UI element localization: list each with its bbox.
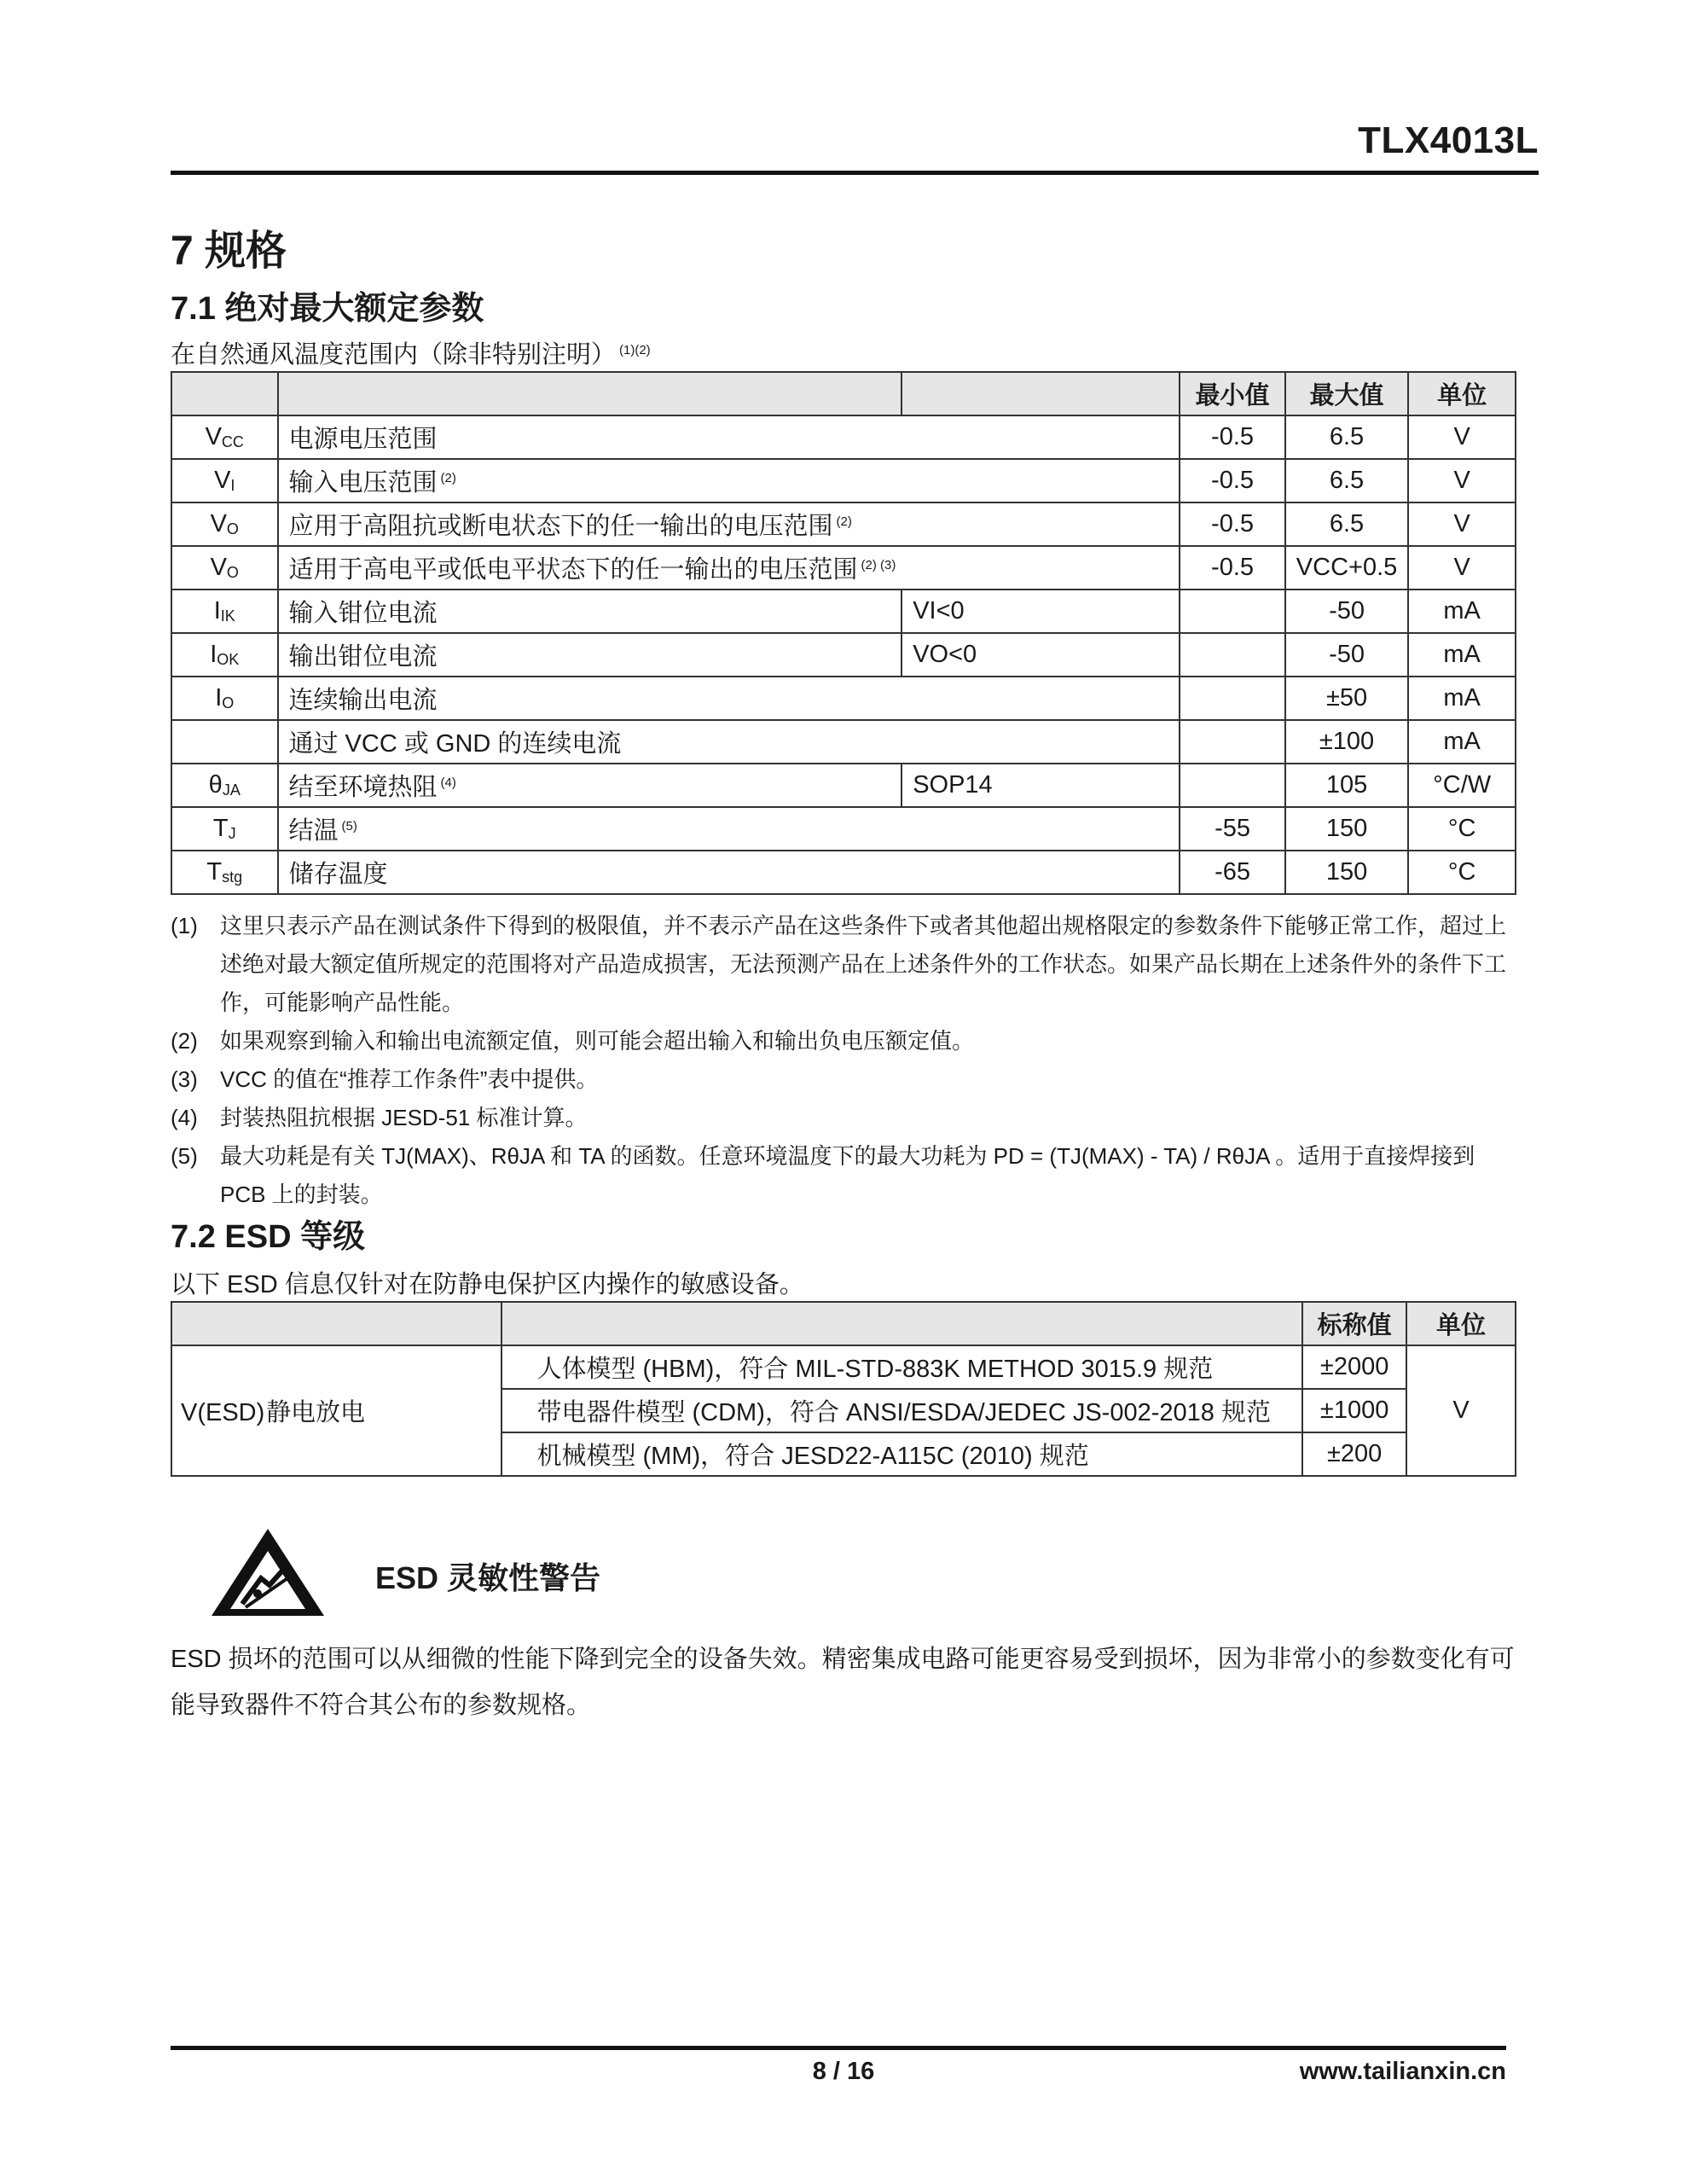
table-row	[171, 1345, 1516, 1389]
symbol: V	[205, 423, 222, 450]
esd-unit: V	[1406, 1345, 1516, 1476]
unit-value: mA	[1408, 677, 1516, 720]
unit-value: V	[1408, 415, 1516, 459]
symbol-subscript: OK	[217, 651, 240, 668]
parameter-description: 结温	[288, 817, 339, 845]
max-value: VCC+0.5	[1285, 546, 1408, 590]
unit-value: V	[1408, 459, 1516, 502]
parameter-cell	[278, 851, 1180, 894]
parameter-cell	[278, 633, 902, 677]
footnote-number: (3)	[171, 1066, 198, 1092]
symbol-subscript: O	[226, 564, 239, 581]
abs-max-intro: 在自然通风温度范围内（除非特别注明） $^{(1)(2)}$	[171, 341, 651, 369]
symbol-subscript: J	[228, 825, 236, 842]
footnote-text: VCC 的值在“推荐工作条件”表中提供。	[220, 1066, 599, 1092]
header-rule	[171, 171, 1539, 175]
esd-model: 带电器件模型 (CDM)，符合 ANSI/ESDA/JEDEC JS-002-2018 规范	[501, 1389, 1302, 1432]
header-blank	[171, 372, 278, 415]
symbol: V	[210, 554, 227, 581]
parameter-cell	[278, 415, 1180, 459]
footnote-ref: (5)	[341, 819, 357, 834]
parameter-cell	[278, 720, 1180, 764]
esd-warning-icon	[208, 1525, 328, 1619]
table-row	[171, 459, 1516, 502]
header-blank	[171, 1302, 501, 1345]
symbol-cell	[171, 633, 278, 677]
parameter-description: 通过 VCC 或 GND 的连续电流	[288, 730, 622, 758]
symbol: V	[214, 467, 231, 494]
parameter-cell	[278, 764, 902, 807]
parameter-cell	[278, 590, 902, 633]
footnote-ref: (2)	[440, 471, 456, 485]
website-link[interactable]: www.tailianxin.cn	[1299, 2058, 1506, 2085]
symbol-subscript: O	[226, 520, 239, 537]
symbol-cell	[171, 764, 278, 807]
symbol-cell	[171, 720, 278, 764]
abs-max-table	[171, 371, 1516, 895]
document-title: TLX4013L	[1358, 119, 1539, 161]
esd-name: 静电放电	[266, 1399, 366, 1426]
min-value: -0.5	[1180, 502, 1285, 546]
table-row	[171, 546, 1516, 590]
header-unit: 单位	[1408, 372, 1516, 415]
symbol: I	[215, 684, 223, 712]
symbol: T	[212, 815, 229, 842]
symbol: I	[210, 641, 217, 668]
min-value	[1180, 590, 1285, 633]
table-row	[171, 851, 1516, 894]
symbol-subscript: I	[230, 477, 235, 494]
condition-cell: VI<0	[901, 590, 1180, 633]
footnote-text: 这里只表示产品在测试条件下得到的极限值，并不表示产品在这些条件下或者其他超出规格限定的参数条件下能够正常工作，超过上述绝对最大额定值所规定的范围将对产品造成损害，无法预测产品在上述条件外的工作状态。如果产品长期在上述条件外的条件下工作，可能影响产品性能。	[220, 913, 1507, 1015]
parameter-description: 结至环境热阻	[288, 774, 438, 801]
max-value: 150	[1285, 807, 1408, 851]
header-min: 最小值	[1180, 372, 1285, 415]
symbol-cell	[171, 459, 278, 502]
footnote	[171, 1137, 1518, 1214]
unit-value: mA	[1408, 590, 1516, 633]
abs-max-title: 7.1 绝对最大额定参数	[171, 291, 484, 327]
footnote	[171, 907, 1518, 1022]
footnote-text: 封装热阻抗根据 JESD-51 标准计算。	[220, 1105, 588, 1130]
footnote-ref: (2)	[836, 514, 852, 529]
footnote-ref: (4)	[440, 775, 456, 790]
footer-rule	[171, 2046, 1506, 2050]
esd-value: ±1000	[1302, 1389, 1406, 1432]
max-value: 105	[1285, 764, 1408, 807]
parameter-description: 输出钳位电流	[288, 643, 438, 671]
section-title: 7 规格	[171, 229, 287, 274]
parameter-description: 应用于高阻抗或断电状态下的任一输出的电压范围	[288, 513, 833, 540]
footnote-text: 如果观察到输入和输出电流额定值，则可能会超出输入和输出负电压额定值。	[220, 1028, 975, 1054]
symbol-subscript: CC	[221, 433, 244, 450]
min-value: -55	[1180, 807, 1285, 851]
footnote	[171, 1099, 1518, 1137]
header-blank	[278, 372, 902, 415]
footnote-number: (4)	[171, 1105, 198, 1130]
unit-value: mA	[1408, 720, 1516, 764]
symbol-cell	[171, 502, 278, 546]
unit-value: mA	[1408, 633, 1516, 677]
header-blank	[501, 1302, 1302, 1345]
table-row	[171, 590, 1516, 633]
parameter-cell	[278, 677, 1180, 720]
esd-value: ±200	[1302, 1432, 1406, 1476]
symbol-subscript: JA	[222, 781, 241, 799]
table-row	[171, 633, 1516, 677]
warning-title: ESD 灵敏性警告	[375, 1560, 601, 1595]
unit-value: °C/W	[1408, 764, 1516, 807]
max-value: 6.5	[1285, 415, 1408, 459]
min-value: -0.5	[1180, 459, 1285, 502]
max-value: ±50	[1285, 677, 1408, 720]
esd-value: ±2000	[1302, 1345, 1406, 1389]
symbol: I	[213, 597, 221, 624]
esd-symbol-cell	[171, 1345, 501, 1476]
max-value: 6.5	[1285, 502, 1408, 546]
header-max: 最大值	[1285, 372, 1408, 415]
parameter-description: 输入电压范围	[288, 469, 438, 497]
max-value: -50	[1285, 633, 1408, 677]
symbol-subscript: IK	[220, 607, 235, 624]
unit-value: V	[1408, 502, 1516, 546]
max-value: 6.5	[1285, 459, 1408, 502]
table-row	[171, 764, 1516, 807]
parameter-description: 适用于高电平或低电平状态下的任一输出的电压范围	[288, 556, 858, 584]
page-number: 8 / 16	[812, 2058, 875, 2085]
symbol: V	[210, 510, 227, 537]
table-row	[171, 807, 1516, 851]
footnote-number: (1)	[171, 913, 198, 938]
footnote-ref: (2) (3)	[861, 558, 896, 572]
min-value	[1180, 677, 1285, 720]
symbol-cell	[171, 851, 278, 894]
footnote	[171, 1060, 1518, 1099]
condition-cell: VO<0	[901, 633, 1180, 677]
min-value: -65	[1180, 851, 1285, 894]
parameter-description: 输入钳位电流	[288, 600, 438, 627]
min-value: -0.5	[1180, 546, 1285, 590]
esd-table	[171, 1301, 1516, 1477]
min-value	[1180, 720, 1285, 764]
symbol-cell	[171, 415, 278, 459]
symbol-cell	[171, 677, 278, 720]
unit-value: V	[1408, 546, 1516, 590]
parameter-description: 储存温度	[288, 861, 388, 888]
symbol-subscript: O	[222, 694, 235, 712]
header-nominal: 标称值	[1302, 1302, 1406, 1345]
symbol: T	[206, 858, 223, 886]
min-value	[1180, 764, 1285, 807]
table-row	[171, 502, 1516, 546]
unit-value: °C	[1408, 851, 1516, 894]
parameter-description: 电源电压范围	[288, 426, 438, 453]
esd-intro: 以下 ESD 信息仅针对在防静电保护区内操作的敏感设备。	[171, 1271, 804, 1298]
max-value: ±100	[1285, 720, 1408, 764]
footnote-number: (2)	[171, 1028, 198, 1054]
esd-model: 机械模型 (MM)，符合 JESD22-A115C (2010) 规范	[501, 1432, 1302, 1476]
header-unit: 单位	[1406, 1302, 1516, 1345]
table-row	[171, 720, 1516, 764]
symbol-cell	[171, 590, 278, 633]
symbol: θ	[208, 771, 223, 799]
symbol-cell	[171, 807, 278, 851]
symbol-subscript: stg	[222, 868, 243, 886]
warning-text: ESD 损坏的范围可以从细微的性能下降到完全的设备失效。精密集成电路可能更容易受到损坏，因为非常小的参数变化有可能导致器件不符合其公布的参数规格。	[171, 1646, 1515, 1719]
footnotes	[171, 907, 1518, 1214]
max-value: 150	[1285, 851, 1408, 894]
table-row	[171, 415, 1516, 459]
parameter-cell	[278, 502, 1180, 546]
parameter-cell	[278, 546, 1180, 590]
condition-cell: SOP14	[901, 764, 1180, 807]
parameter-cell	[278, 807, 1180, 851]
esd-model: 人体模型 (HBM)，符合 MIL-STD-883K METHOD 3015.9 规范	[501, 1345, 1302, 1389]
min-value: -0.5	[1180, 415, 1285, 459]
parameter-description: 连续输出电流	[288, 687, 438, 714]
header-blank	[901, 372, 1180, 415]
esd-title: 7.2 ESD 等级	[171, 1219, 366, 1255]
symbol-cell	[171, 546, 278, 590]
parameter-cell	[278, 459, 1180, 502]
esd-symbol: V(ESD)	[181, 1399, 265, 1426]
footnote-number: (5)	[171, 1143, 198, 1169]
max-value: -50	[1285, 590, 1408, 633]
footnote	[171, 1022, 1518, 1060]
footnote-text: 最大功耗是有关 TJ(MAX)、RθJA 和 TA 的函数。任意环境温度下的最大功耗为 PD = (TJ(MAX) - TA) / RθJA 。适用于直接焊接到 PCB 上的封装。	[220, 1143, 1475, 1207]
table-row	[171, 677, 1516, 720]
unit-value: °C	[1408, 807, 1516, 851]
min-value	[1180, 633, 1285, 677]
